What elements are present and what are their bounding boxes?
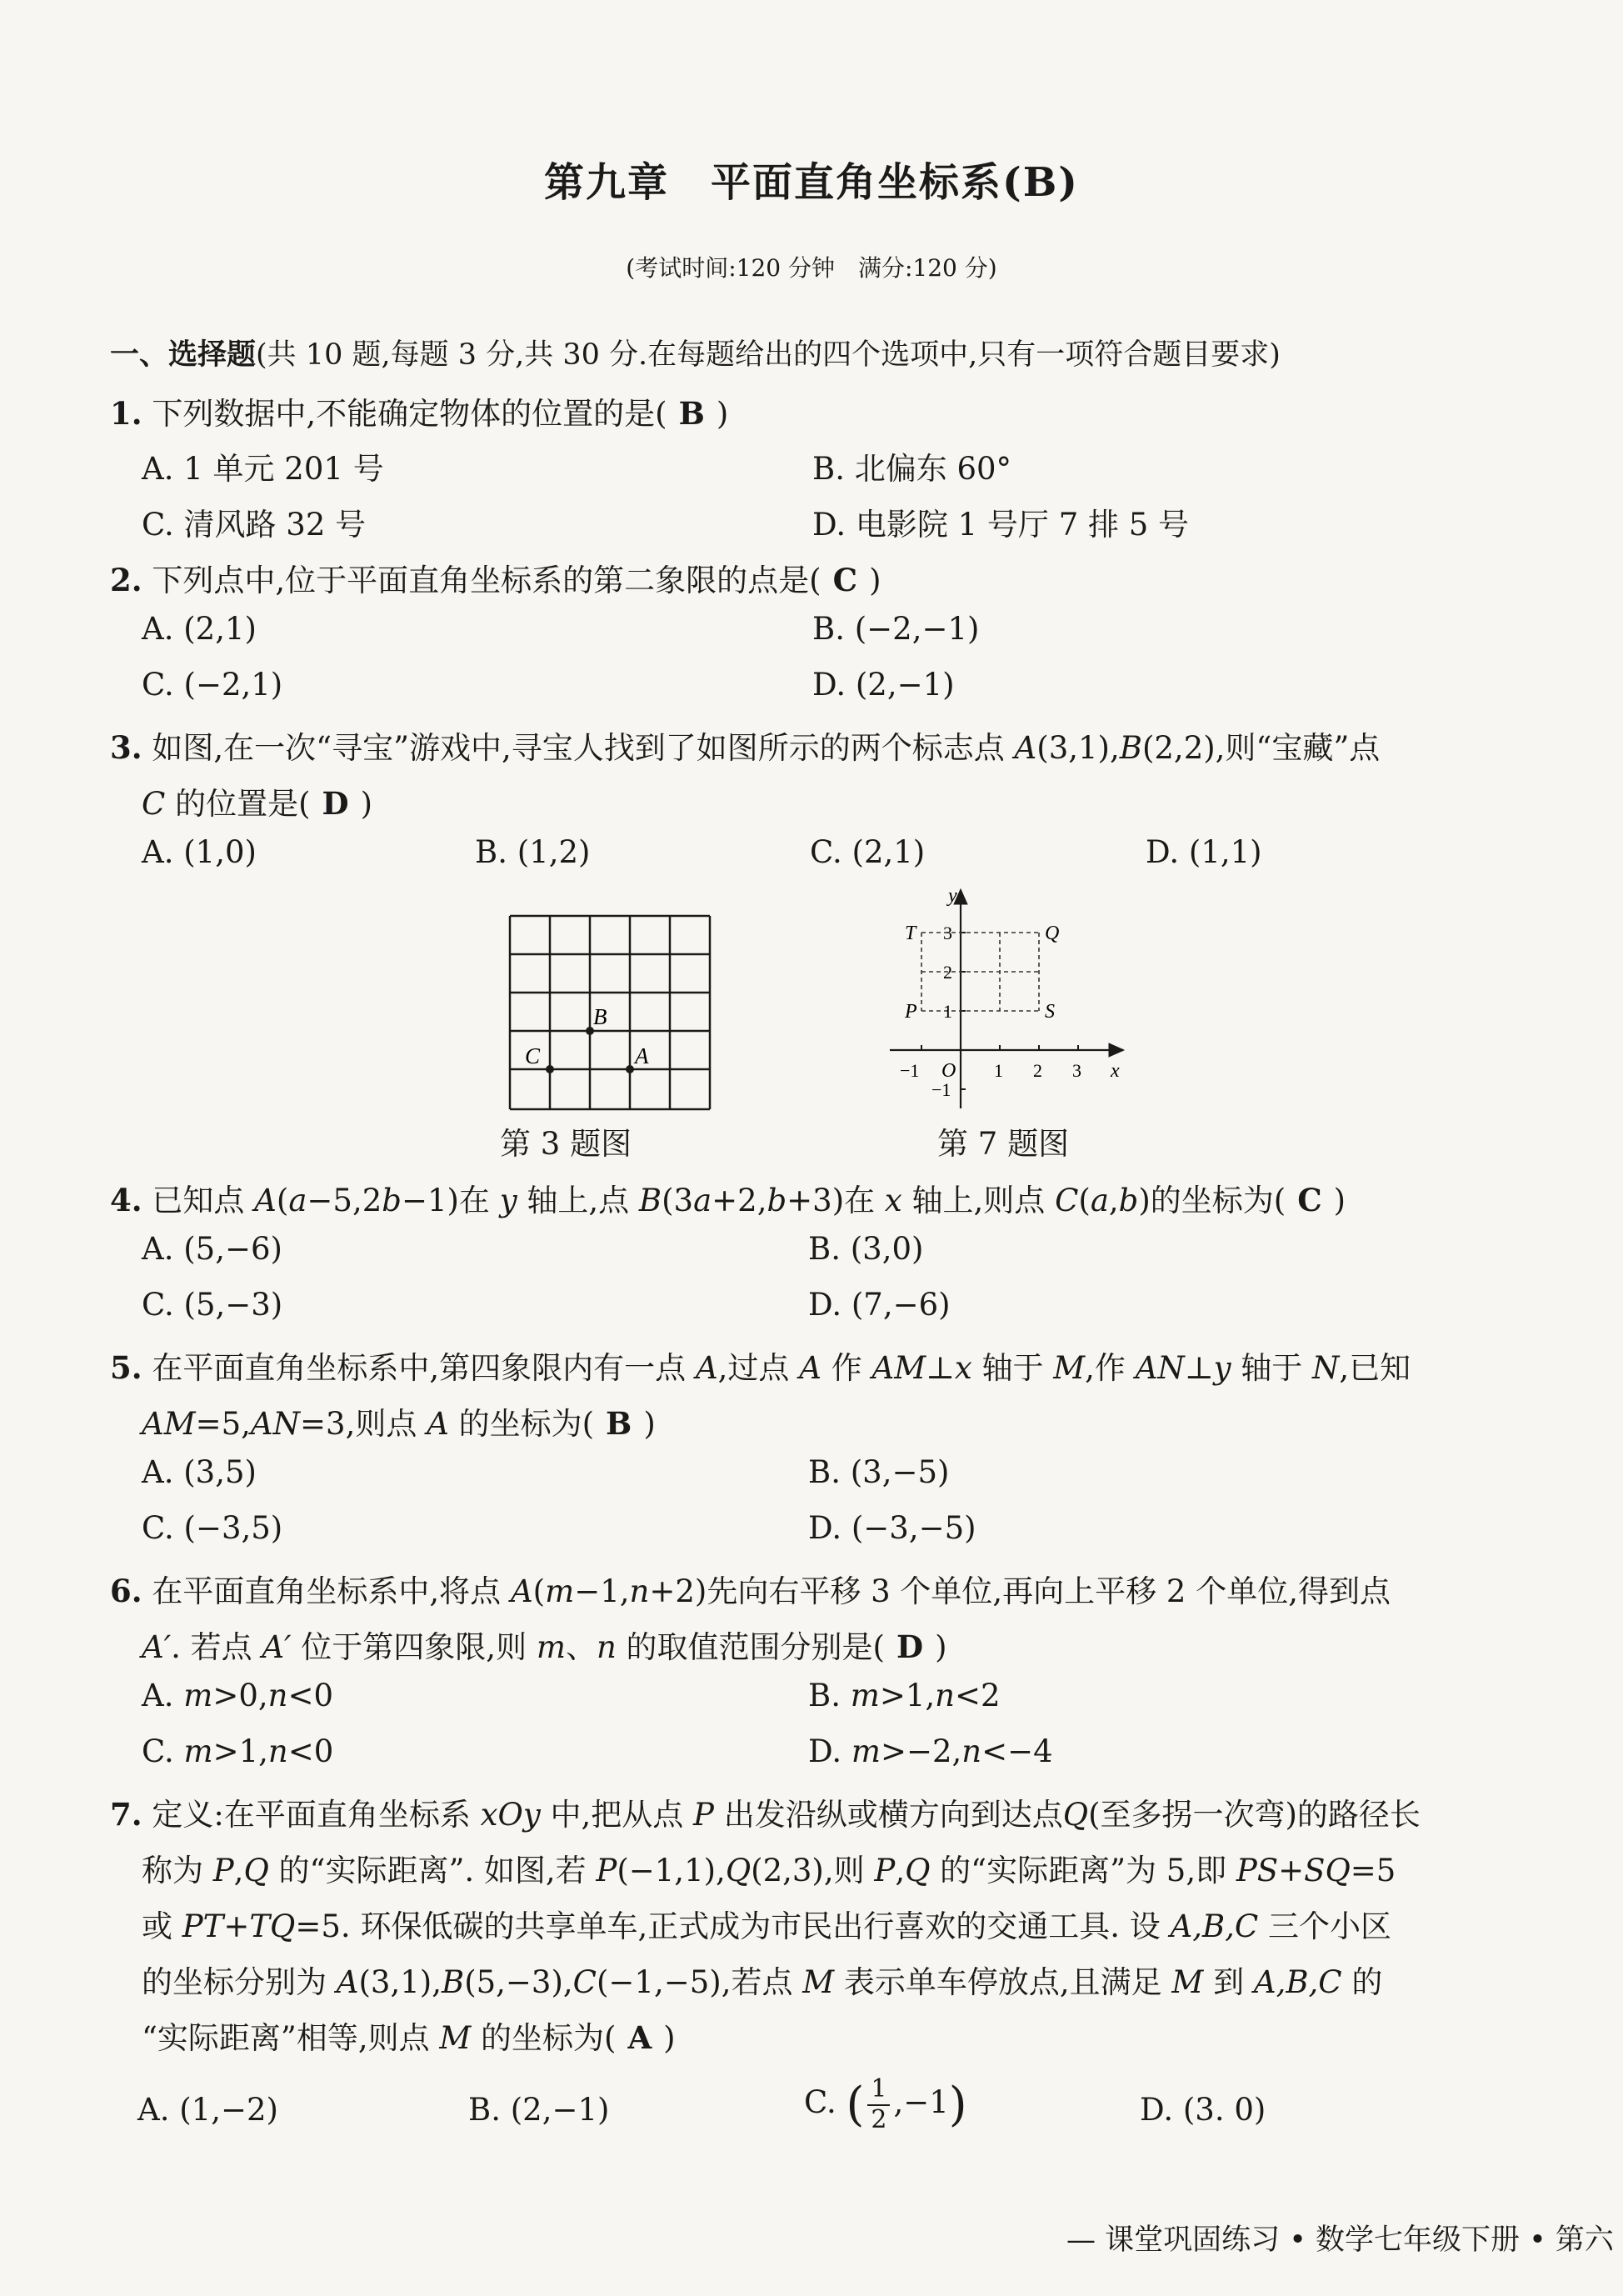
q5-answer: B xyxy=(606,1405,632,1442)
section-label: 一、选择题 xyxy=(110,338,257,372)
q2-option-c: C. (−2,1) xyxy=(142,667,283,703)
q7-option-b: B. (2,−1) xyxy=(468,2092,610,2128)
q7-l2b2: , xyxy=(895,1853,906,1888)
q6-l2d: 的取值范围分别是( xyxy=(616,1629,885,1665)
q4-var-a2: a xyxy=(693,1183,712,1218)
q6-t4: +2)先向右平移 3 个单位,再向上平移 2 个单位,得到点 xyxy=(649,1573,1391,1609)
q6-oa-p: A. xyxy=(142,1678,184,1713)
q2-close: ) xyxy=(869,563,881,598)
q5-t7: ,已知 xyxy=(1339,1350,1411,1386)
q4-t3: −5,2 xyxy=(307,1183,382,1218)
q5-y: y xyxy=(1213,1350,1231,1386)
dashed-guides xyxy=(921,933,1039,1011)
q7-l4a: 的坐标分别为 xyxy=(142,1964,337,2000)
q4-var-x: x xyxy=(884,1183,902,1218)
q4-t12: )的坐标为( xyxy=(1138,1183,1286,1218)
q1-text: 下列数据中,不能确定物体的位置的是( xyxy=(152,396,667,432)
q4-pa: A xyxy=(254,1183,277,1218)
q6-l2b: 位于第四象限,则 xyxy=(291,1629,537,1665)
q1-option-a: A. 1 单元 201 号 xyxy=(142,451,384,487)
q5-option-a: A. (3,5) xyxy=(142,1454,257,1490)
q7-l4g: 的 xyxy=(1341,1964,1383,2000)
q5-l2b: =3,则点 xyxy=(300,1406,427,1442)
q4-t11: , xyxy=(1108,1183,1119,1218)
q7-oc-prefix: C. xyxy=(804,2084,836,2120)
figure-7-caption: 第 7 题图 xyxy=(937,1126,1070,1162)
q4-t9: 轴上,则点 xyxy=(901,1183,1056,1218)
q4-var-b2: b xyxy=(767,1183,787,1218)
q7-p3: P xyxy=(596,1853,617,1888)
q3-point-a: A xyxy=(1014,730,1037,766)
q3-answer: D xyxy=(322,785,349,822)
q5-option-d: D. (−3,−5) xyxy=(808,1510,976,1546)
q7-oc-rest: ,−1 xyxy=(893,2084,949,2120)
q2-text: 下列点中,位于平面直角坐标系的第二象限的点是( xyxy=(152,563,821,598)
point-t-label: T xyxy=(905,923,916,944)
q6-l2a: . 若点 xyxy=(171,1629,262,1665)
q6-option-d xyxy=(808,1733,1053,1769)
q4-answer: C xyxy=(1297,1182,1322,1218)
label-c: C xyxy=(525,1043,541,1068)
q7-number: 7. xyxy=(110,1796,142,1833)
q6-aprime: A′ xyxy=(142,1629,172,1665)
q7-plus2: + xyxy=(223,1908,250,1944)
q7-q4: Q xyxy=(905,1853,931,1888)
q6-oc-r2: <0 xyxy=(287,1733,334,1769)
q3-text-a: 如图,在一次“寻宝”游戏中,寻宝人找到了如图所示的两个标志点 xyxy=(152,730,1015,766)
q2-option-d: D. (2,−1) xyxy=(812,667,955,703)
q7-oc-fraction xyxy=(867,2075,890,2134)
q3-option-a: A. (1,0) xyxy=(142,834,257,870)
q4-t7: +2, xyxy=(712,1183,767,1218)
q6-stem-line2 xyxy=(142,1622,947,1667)
q6-oc-m: m xyxy=(183,1733,213,1769)
q7-option-d: D. (3. 0) xyxy=(1140,2092,1266,2128)
q3-option-d: D. (1,1) xyxy=(1146,834,1262,870)
q7-a: A xyxy=(336,1964,359,2000)
q3-stem-line1 xyxy=(110,723,1380,768)
q1-answer: B xyxy=(678,395,705,432)
q4-t2: ( xyxy=(276,1183,289,1218)
q7-q2: Q xyxy=(243,1853,269,1888)
q4-number: 4. xyxy=(110,1182,142,1218)
y-tick-1: 1 xyxy=(943,1001,952,1022)
label-b: B xyxy=(593,1004,607,1029)
q7-stem-line4 xyxy=(142,1957,1382,2002)
q7-l4e: 表示单车停放点,且满足 xyxy=(834,1964,1172,2000)
q7-option-a: A. (1,−2) xyxy=(137,2092,278,2128)
q4-stem xyxy=(110,1175,1346,1220)
q3-close: ) xyxy=(360,786,373,822)
q7-l2g: =5 xyxy=(1350,1853,1396,1888)
figure-3-grid xyxy=(500,908,717,1117)
q7-abc: A,B,C xyxy=(1170,1908,1259,1944)
q5-perp2: ⊥ xyxy=(1184,1350,1214,1386)
q7-l3b: =5. 环保低碳的共享单车,正式成为市民出行喜欢的交通工具. 设 xyxy=(295,1908,1171,1944)
q5-perp: ⊥ xyxy=(926,1350,955,1386)
q7-l4c: (5,−3), xyxy=(464,1964,573,2000)
q4-t10: ( xyxy=(1078,1183,1091,1218)
q6-aprime2: A′ xyxy=(262,1629,292,1665)
q5-close: ) xyxy=(643,1406,656,1442)
q6-close: ) xyxy=(935,1629,947,1665)
q6-oa-r1: >0, xyxy=(212,1678,268,1713)
y-tick-2: 2 xyxy=(943,962,952,983)
q4-var-a3: a xyxy=(1090,1183,1109,1218)
q7-l1b: 中,把从点 xyxy=(540,1797,694,1833)
section-desc: (共 10 题,每题 3 分,共 30 分.在每题给出的四个选项中,只有一项符合题目要求) xyxy=(256,338,1281,372)
q5-stem-line2 xyxy=(142,1398,656,1443)
q7-stem-line2 xyxy=(142,1845,1396,1890)
q3-text-b: 的位置是( xyxy=(165,786,311,822)
q5-t3: 作 xyxy=(821,1350,872,1386)
grid-lines xyxy=(510,916,710,1109)
exam-info: (考试时间:120 分钟 满分:120 分) xyxy=(626,254,997,282)
point-a xyxy=(626,1065,634,1073)
x-tick-neg1: −1 xyxy=(900,1060,920,1081)
origin-label: O xyxy=(941,1060,956,1082)
q3-number: 3. xyxy=(110,729,142,766)
q5-option-c: C. (−3,5) xyxy=(142,1510,283,1546)
q4-t1: 已知点 xyxy=(152,1183,255,1218)
q7-oc-lparen: ( xyxy=(846,2078,865,2132)
q6-oc-p: C. xyxy=(142,1733,184,1769)
q5-number: 5. xyxy=(110,1349,142,1386)
q7-ps: PS xyxy=(1236,1853,1279,1888)
q5-pa3: A xyxy=(427,1406,449,1442)
q6-pa: A xyxy=(510,1573,533,1609)
q4-pb: B xyxy=(638,1183,662,1218)
q2-option-a: A. (2,1) xyxy=(142,611,257,647)
point-s-label: S xyxy=(1045,1001,1055,1023)
q3-coord-b: (2,2),则“宝藏”点 xyxy=(1141,730,1381,766)
q7-l4f: 到 xyxy=(1203,1964,1254,2000)
q6-n: n xyxy=(629,1573,650,1609)
q7-l2f: 的“实际距离”为 5,即 xyxy=(930,1853,1236,1888)
page-footer: — 课堂巩固练习 • 数学七年级下册 • 第六 xyxy=(1066,2223,1614,2257)
figure-3-caption: 第 3 题图 xyxy=(500,1126,632,1162)
q7-b: B xyxy=(441,1964,465,2000)
q7-c: C xyxy=(572,1964,597,2000)
page-title: 第九章 平面直角坐标系(B) xyxy=(544,159,1079,206)
x-axis-label: x xyxy=(1111,1060,1120,1082)
q7-xoy: xOy xyxy=(480,1797,541,1833)
q5-t4: 轴于 xyxy=(971,1350,1054,1386)
q7-p4: P xyxy=(874,1853,896,1888)
q7-abc2: A,B,C xyxy=(1253,1964,1342,2000)
q5-t2: ,过点 xyxy=(717,1350,800,1386)
q7-option-c xyxy=(804,2075,967,2134)
q6-ob-n: n xyxy=(935,1678,955,1713)
q3-point-c: C xyxy=(142,786,166,822)
q6-oa-n: n xyxy=(267,1678,288,1713)
y-tick-3: 3 xyxy=(943,923,952,943)
q4-t8: +3)在 xyxy=(787,1183,885,1218)
q6-oc-n: n xyxy=(267,1733,288,1769)
q5-l2a: =5, xyxy=(195,1406,251,1442)
q6-t2: ( xyxy=(532,1573,546,1609)
q4-option-b: B. (3,0) xyxy=(808,1231,924,1267)
q4-pc: C xyxy=(1055,1183,1079,1218)
q7-tq: TQ xyxy=(249,1908,296,1944)
q7-l3a: 或 xyxy=(142,1908,182,1944)
q6-l2c: 、 xyxy=(565,1629,597,1665)
q4-var-b3: b xyxy=(1118,1183,1139,1218)
q7-p2: P xyxy=(212,1853,234,1888)
q7-plus: + xyxy=(1278,1853,1305,1888)
q5-n: N xyxy=(1312,1350,1340,1386)
q5-t6: 轴于 xyxy=(1231,1350,1313,1386)
q7-l5a: “实际距离”相等,则点 xyxy=(142,2020,440,2056)
q5-m: M xyxy=(1053,1350,1086,1386)
q6-ob-m: m xyxy=(850,1678,880,1713)
q5-am2: AM xyxy=(142,1406,196,1442)
q6-oa-r2: <0 xyxy=(287,1678,334,1713)
q6-ob-p: B. xyxy=(808,1678,851,1713)
q4-option-d: D. (7,−6) xyxy=(808,1287,951,1323)
q7-q: Q xyxy=(1062,1797,1089,1833)
q7-l4b: (3,1), xyxy=(358,1964,442,2000)
q6-m: m xyxy=(545,1573,575,1609)
point-c xyxy=(546,1065,554,1073)
q7-oc-numerator: 1 xyxy=(867,2075,890,2106)
q6-number: 6. xyxy=(110,1573,142,1609)
q6-od-p: D. xyxy=(808,1733,851,1769)
q5-pa: A xyxy=(695,1350,718,1386)
q5-an: AN xyxy=(1135,1350,1185,1386)
q7-stem-line1 xyxy=(110,1789,1421,1834)
q6-t3: −1, xyxy=(574,1573,630,1609)
q7-l2b: , xyxy=(233,1853,244,1888)
q6-ob-r1: >1, xyxy=(879,1678,936,1713)
q4-t6: (3 xyxy=(662,1183,694,1218)
q4-var-a: a xyxy=(288,1183,307,1218)
q5-t1: 在平面直角坐标系中,第四象限内有一点 xyxy=(152,1350,696,1386)
q7-oc-rparen: ) xyxy=(948,2078,967,2132)
x-tick-3: 3 xyxy=(1072,1060,1081,1081)
q7-l1c: 出发沿纵或横方向到达点 xyxy=(713,1797,1063,1833)
q5-stem-line1 xyxy=(110,1343,1411,1388)
q1-option-b: B. 北偏东 60° xyxy=(812,451,1012,487)
q7-l1a: 定义:在平面直角坐标系 xyxy=(152,1797,481,1833)
q5-an2: AN xyxy=(250,1406,301,1442)
label-a: A xyxy=(635,1043,649,1068)
q2-answer: C xyxy=(832,562,858,598)
q7-m2: M xyxy=(1171,1964,1204,2000)
q4-option-a: A. (5,−6) xyxy=(142,1231,282,1267)
q7-sq: SQ xyxy=(1304,1853,1351,1888)
q4-option-c: C. (5,−3) xyxy=(142,1287,283,1323)
q7-l5b: 的坐标为( xyxy=(471,2020,617,2056)
q7-close: ) xyxy=(663,2020,676,2056)
q6-ob-r2: <2 xyxy=(954,1678,1001,1713)
q7-oc-denominator: 2 xyxy=(871,2104,887,2134)
q7-q3: Q xyxy=(725,1853,752,1888)
q2-number: 2. xyxy=(110,562,142,598)
q3-stem-line2 xyxy=(142,778,372,823)
q6-oc-r1: >1, xyxy=(212,1733,268,1769)
q7-l2c: 的“实际距离”. 如图,若 xyxy=(268,1853,597,1888)
q7-l4d: (−1,−5),若点 xyxy=(596,1964,803,2000)
q5-l2c: 的坐标为( xyxy=(448,1406,595,1442)
x-tick-2: 2 xyxy=(1033,1060,1042,1081)
q7-l2d: (−1,1), xyxy=(617,1853,726,1888)
q6-od-r2: <−4 xyxy=(981,1733,1053,1769)
y-tick-neg1: −1 xyxy=(931,1079,951,1100)
q7-m3: M xyxy=(439,2020,472,2056)
q6-option-c xyxy=(142,1733,333,1769)
q4-t5: 轴上,点 xyxy=(517,1183,639,1218)
q4-close: ) xyxy=(1333,1183,1346,1218)
q2-stem xyxy=(110,555,881,600)
q6-n2: n xyxy=(596,1629,617,1665)
q1-option-c: C. 清风路 32 号 xyxy=(142,507,367,543)
q5-t5: ,作 xyxy=(1085,1350,1136,1386)
q1-close: ) xyxy=(716,396,729,432)
q1-number: 1. xyxy=(110,395,142,432)
q7-p: P xyxy=(693,1797,714,1833)
q7-m: M xyxy=(802,1964,835,2000)
q7-l2e: (2,3),则 xyxy=(751,1853,875,1888)
point-q-label: Q xyxy=(1045,923,1060,944)
q7-l3c: 三个小区 xyxy=(1258,1908,1391,1944)
q6-m2: m xyxy=(536,1629,566,1665)
point-p-label: P xyxy=(905,1001,917,1023)
figure-7-coordinate-plane xyxy=(881,883,1131,1125)
q7-stem-line5 xyxy=(142,2013,676,2058)
section-header xyxy=(110,332,1281,373)
q6-od-n: n xyxy=(961,1733,982,1769)
q7-pt: PT xyxy=(182,1908,224,1944)
q5-pa2: A xyxy=(799,1350,821,1386)
q7-l1d: (至多拐一次弯)的路径长 xyxy=(1088,1797,1421,1833)
q3-option-b: B. (1,2) xyxy=(475,834,591,870)
x-tick-1: 1 xyxy=(994,1060,1003,1081)
y-axis-label: y xyxy=(948,885,957,907)
q1-option-d: D. 电影院 1 号厅 7 排 5 号 xyxy=(812,507,1190,543)
q3-option-c: C. (2,1) xyxy=(810,834,926,870)
q6-option-b xyxy=(808,1678,1001,1713)
q7-l2a: 称为 xyxy=(142,1853,213,1888)
q6-od-r1: >−2, xyxy=(880,1733,962,1769)
q4-t4: −1)在 xyxy=(401,1183,500,1218)
q5-option-b: B. (3,−5) xyxy=(808,1454,950,1490)
q7-stem-line3 xyxy=(142,1901,1391,1946)
q7-answer: A xyxy=(627,2019,652,2056)
q5-am: AM xyxy=(871,1350,926,1386)
q6-option-a xyxy=(142,1678,333,1713)
q1-stem xyxy=(110,388,728,433)
q6-stem-line1 xyxy=(110,1566,1391,1611)
q4-var-b: b xyxy=(382,1183,402,1218)
q3-point-b: B xyxy=(1119,730,1142,766)
q6-answer: D xyxy=(896,1628,924,1665)
q4-var-y: y xyxy=(499,1183,517,1218)
q6-od-m: m xyxy=(851,1733,881,1769)
q5-x: x xyxy=(954,1350,972,1386)
q6-oa-m: m xyxy=(183,1678,213,1713)
q2-option-b: B. (−2,−1) xyxy=(812,611,980,647)
q6-t1: 在平面直角坐标系中,将点 xyxy=(152,1573,511,1609)
q3-coord-a: (3,1), xyxy=(1036,730,1120,766)
